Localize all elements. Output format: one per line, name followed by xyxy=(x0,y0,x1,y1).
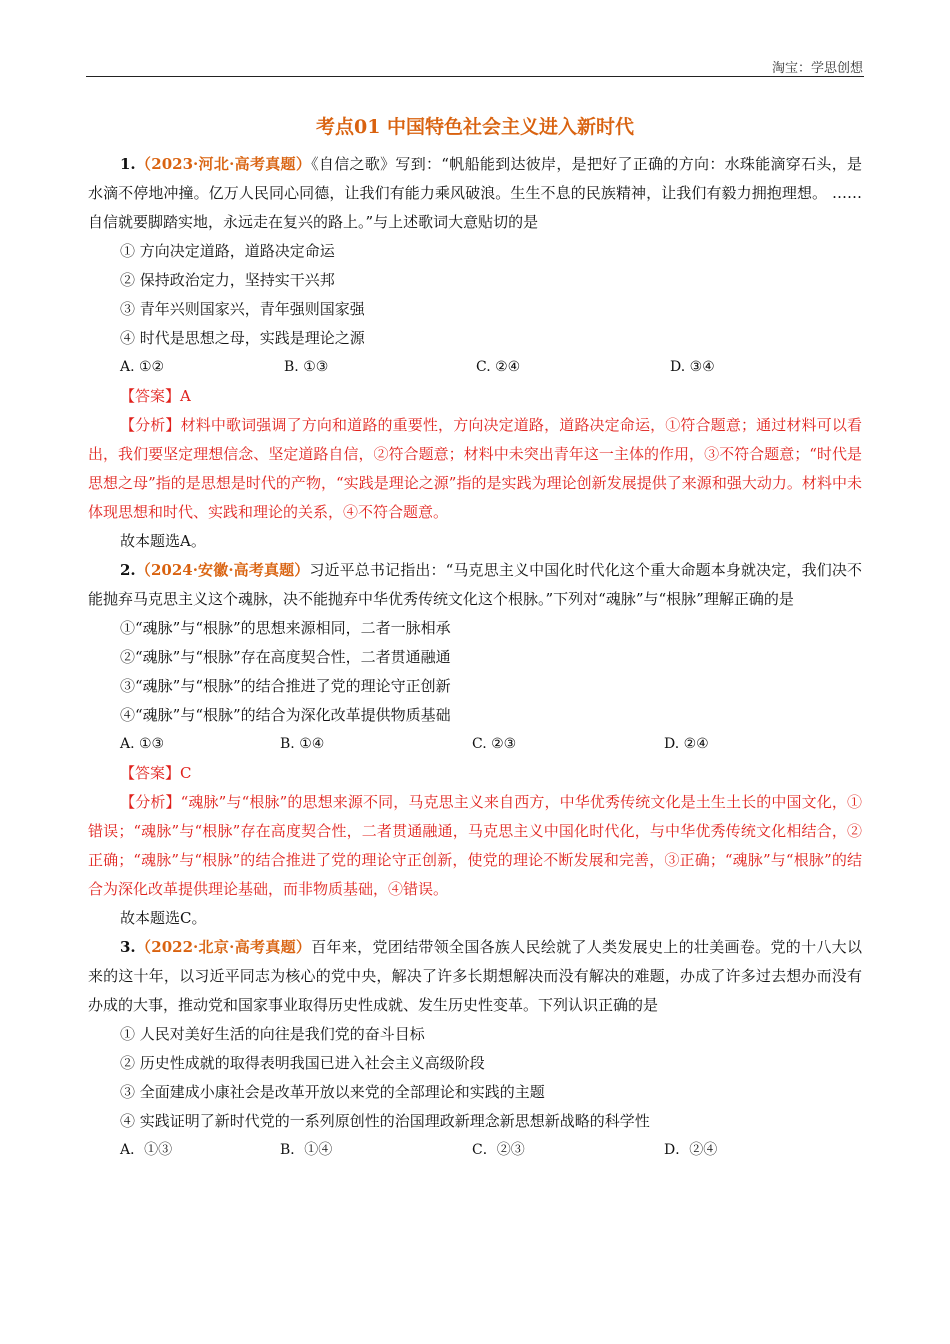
question-source: （2022·北京·高考真题） xyxy=(135,938,312,956)
question-source: （2024·安徽·高考真题） xyxy=(135,561,310,579)
statement-option: ③ 全面建成小康社会是改革开放以来党的全部理论和实践的主题 xyxy=(120,1083,545,1101)
statement-option: ① 方向决定道路，道路决定命运 xyxy=(120,242,335,260)
choice-d: D. ③④ xyxy=(670,359,715,375)
statement-option: ③“魂脉”与“根脉”的结合推进了党的理论守正创新 xyxy=(120,677,451,695)
choice-a: A. ①② xyxy=(120,359,165,375)
statement-option: ④“魂脉”与“根脉”的结合为深化改革提供物质基础 xyxy=(120,706,451,724)
question-3 xyxy=(88,933,862,1165)
answer-choices xyxy=(88,730,862,759)
page-title: 考点01 中国特色社会主义进入新时代 xyxy=(315,116,635,138)
document-body xyxy=(88,113,862,1165)
question-1 xyxy=(88,150,862,556)
analysis-text: 【分析】材料中歌词强调了方向和道路的重要性，方向决定道路，道路决定命运，①符合题意；通过材料可以看出，我们要坚定理想信念、坚定道路自信，②符合题意；材料中未突出青年这一主体的作用，③不符合题意；“时代是思想之母”指的是思想是时代的产物，“实践是理论之源”指的是实践为理论创新发展提供了来源和强大动力。材料中未体现思想和时代、实践和理论的关系，④不符合题意。 xyxy=(88,416,862,521)
conclusion-text: 故本题选C。 xyxy=(120,909,207,927)
answer-choices xyxy=(88,1136,862,1165)
question-number: 1. xyxy=(120,155,136,173)
header-divider xyxy=(86,76,864,77)
question-stem xyxy=(88,933,862,1020)
question-text: 习近平总书记指出：“马克思主义中国化时代化这个重大命题本身就决定，我们决不能抛弃马克思主义这个魂脉，决不能抛弃中华优秀传统文化这个根脉。”下列对“魂脉”与“根脉”理解正确的是 xyxy=(88,561,862,608)
choice-a: A. ①③ xyxy=(120,736,165,752)
statement-option: ②“魂脉”与“根脉”存在高度契合性，二者贯通融通 xyxy=(120,648,451,666)
statement-option: ② 历史性成就的取得表明我国已进入社会主义高级阶段 xyxy=(120,1054,485,1072)
answer-choices xyxy=(88,353,862,382)
answer-label: 【答案】A xyxy=(120,387,191,405)
answer-label: 【答案】C xyxy=(120,764,192,782)
choice-a: A．①③ xyxy=(120,1142,173,1158)
statement-option: ④ 实践证明了新时代党的一系列原创性的治国理政新理念新思想新战略的科学性 xyxy=(120,1112,650,1130)
choice-c: C. ②③ xyxy=(472,736,517,752)
question-text: 《自信之歌》写到：“帆船能到达彼岸，是把好了正确的方向：水珠能滴穿石头，是水滴不停地冲撞。亿万人民同心同德，让我们有能力乘风破浪。生生不息的民族精神，让我们有毅力拥抱理想。 ……自信就要脚踏实地，永远走在复兴的路上。”与上述歌词大意贴切的是 xyxy=(88,155,862,231)
choice-c: C．②③ xyxy=(472,1142,525,1158)
statement-option: ④ 时代是思想之母，实践是理论之源 xyxy=(120,329,365,347)
question-source: （2023·河北·高考真题） xyxy=(135,155,312,173)
conclusion-text: 故本题选A。 xyxy=(120,532,206,550)
choice-d: D. ②④ xyxy=(664,736,709,752)
choice-b: B. ①④ xyxy=(280,736,325,752)
choice-b: B．①④ xyxy=(280,1142,333,1158)
choice-c: C. ②④ xyxy=(476,359,521,375)
choice-d: D．②④ xyxy=(664,1142,718,1158)
question-number: 2. xyxy=(120,561,136,579)
header-text: 淘宝：学思创想 xyxy=(771,61,863,76)
analysis-text xyxy=(88,788,862,904)
statement-option: ①“魂脉”与“根脉”的思想来源相同，二者一脉相承 xyxy=(120,619,451,637)
statement-option: ② 保持政治定力，坚持实干兴邦 xyxy=(120,271,335,289)
question-stem xyxy=(88,150,862,237)
analysis-body: 【分析】“魂脉”与“根脉”的思想来源不同，马克思主义来自西方，中华优秀传统文化是土生土长的中国文化，①错误；“魂脉”与“根脉”存在高度契合性，二者贯通融通，马克思主义中国化时代化，与中华优秀传统文化相结合，②正确；“魂脉”与“根脉”的结合推进了党的理论守正创新，使党的理论不断发展和完善，③正确；“魂脉”与“根脉”的结合为深化改革提供理论基础，而非物质基础，④错误。 xyxy=(88,793,862,898)
question-number: 3. xyxy=(120,938,136,956)
question-text: 百年来，党团结带领全国各族人民绘就了人类发展史上的壮美画卷。党的十八大以来的这十年，以习近平同志为核心的党中央，解决了许多长期想解决而没有解决的难题，办成了许多过去想办而没有办成的大事，推动党和国家事业取得历史性成就、发生历史性变革。下列认识正确的是 xyxy=(88,938,862,1014)
question-stem xyxy=(88,556,862,614)
question-2 xyxy=(88,556,862,933)
statement-option: ③ 青年兴则国家兴，青年强则国家强 xyxy=(120,300,365,318)
statement-option: ① 人民对美好生活的向往是我们党的奋斗目标 xyxy=(120,1025,425,1043)
choice-b: B. ①③ xyxy=(284,359,329,375)
